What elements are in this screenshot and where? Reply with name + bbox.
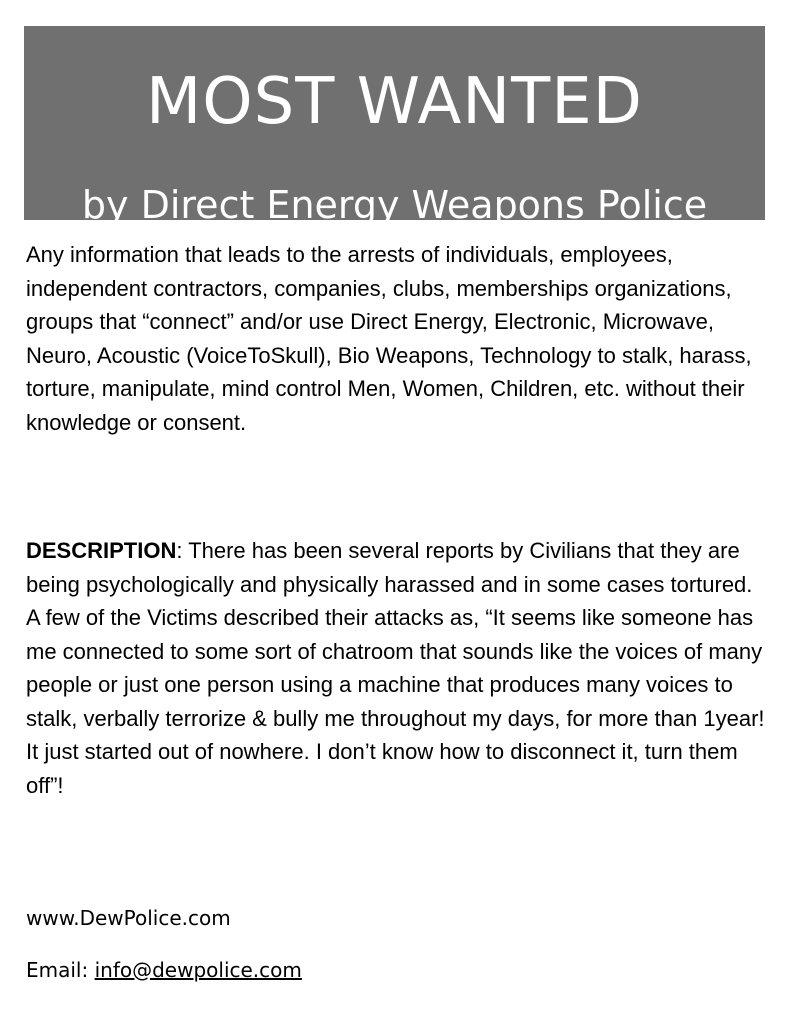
email-label: Email: [26, 958, 95, 982]
description-separator: : [176, 538, 183, 563]
description-label: DESCRIPTION [26, 538, 177, 563]
website-text: www.DewPolice.com [26, 906, 231, 930]
email-link[interactable]: info@dewpolice.com [94, 958, 302, 982]
intro-paragraph: Any information that leads to the arrests of individuals, employees, independent contractors, companies, clubs, memberships organizations, groups that “connect” and/or use Direct Energy, Electronic, Microwave, Neuro, Acoustic (VoiceToSkull), Bio Weapons, Technology to stalk, harass, torture, manipulate, mind control Men, Women, Children, etc. without their knowledge or consent. [26, 242, 752, 435]
title-banner [24, 26, 765, 227]
description-text: There has been several reports by Civilians that they are being psychologically and physically harassed and in some cases tortured. A few of the Victims described their attacks as, “It seems like someone has me connected to some sort of chatroom that sounds like the voices of many people or just one person using a machine that produces many voices to stalk, verbally terrorize & bully me throughout my days, for more than 1year! It just started out of nowhere. I don’t know how to disconnect it, turn them off”! [26, 538, 765, 798]
page-subtitle: by Direct Energy Weapons Police [81, 183, 708, 227]
page-title: MOST WANTED [146, 65, 643, 139]
description-paragraph [26, 534, 766, 802]
email-line [26, 956, 302, 984]
